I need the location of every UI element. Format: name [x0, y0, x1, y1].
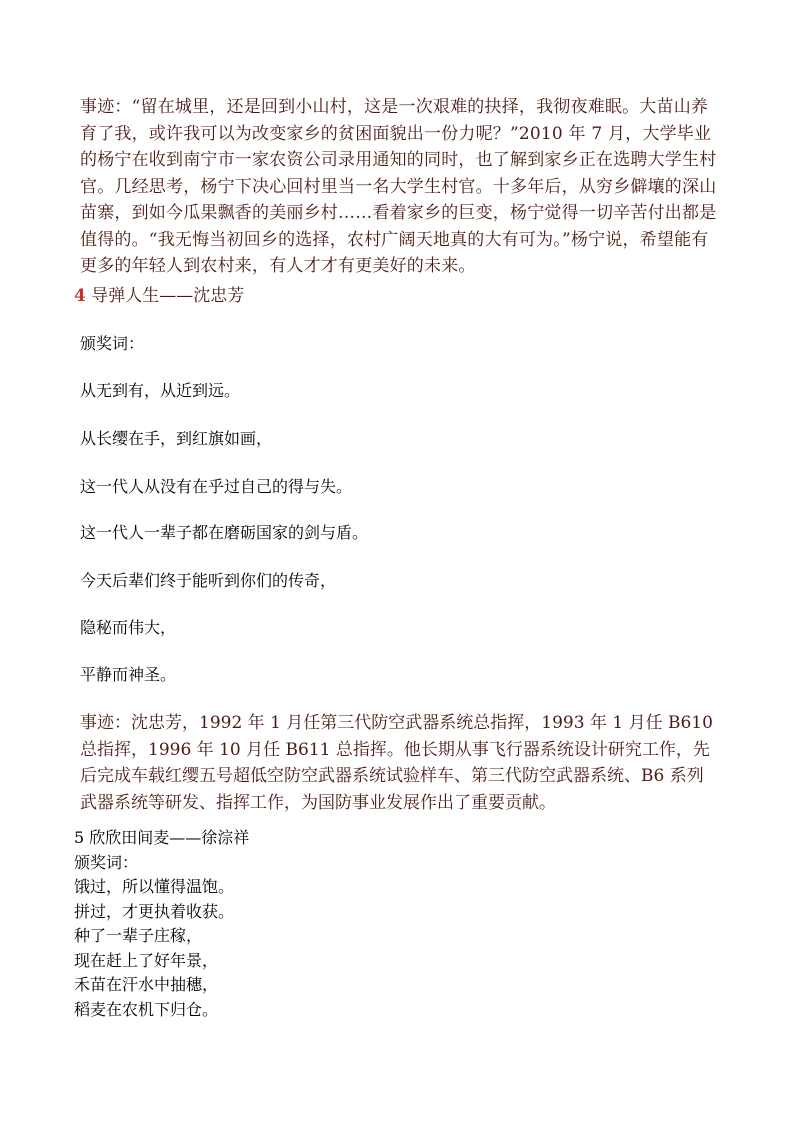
award-line-4: 这一代人一辈子都在磨砺国家的剑与盾。: [80, 523, 369, 542]
section-5: [74, 826, 249, 1022]
award-line-3: 这一代人从没有在乎过自己的得与失。: [80, 477, 353, 496]
award-line-2: 从长缨在手，到红旗如画，: [80, 429, 273, 448]
award-line-6: 隐秘而伟大，: [80, 618, 177, 637]
section-4-title: 导弹人生——沈忠芳: [91, 286, 245, 306]
section-5-award-label: 颁奖词：: [74, 852, 139, 872]
award-line-1: 从无到有，从近到远。: [80, 381, 241, 400]
award-line-7: 平静而神圣。: [80, 665, 177, 684]
section-4-award-label: 颁奖词：: [80, 334, 145, 353]
section-4-number: 4: [74, 286, 86, 306]
award-line-5: 今天后辈们终于能听到你们的传奇，: [80, 571, 337, 590]
s5-line-4: 现在赶上了好年景，: [74, 950, 219, 970]
s5-line-2: 拼过，才更执着收获。: [74, 901, 235, 921]
section-4-heading: [74, 285, 714, 307]
deeds-paragraph-yang-ning: 事迹：“留在城里，还是回到小山村，这是一次艰难的抉择，我彻夜难眠。大苗山养育了我，或许我可以为改变家乡的贫困面貌出一份力呢？”2010 年 7 月，大学毕业的杨宁在收到南宁市一家农资公司录用通知的同时，也了解到家乡正在选聘大学生村官。几经思考，杨宁下决心回村里当一名大学生村官。十多年后，从穷乡僻壤的深山苗寨，到如今瓜果飘香的美丽乡村……看着家乡的巨变，杨宁觉得一切辛苦付出都是值得的。“我无悔当初回乡的选择，农村广阔天地真的大有可为。”杨宁说，希望能有更多的年轻人到农村来，有人才才有更美好的未来。: [80, 97, 717, 276]
s5-line-3: 种了一辈子庄稼，: [74, 926, 203, 945]
s5-line-5: 禾苗在汗水中抽穗，: [74, 975, 219, 994]
s5-line-1: 饿过，所以懂得温饱。: [74, 877, 235, 896]
deeds-paragraph-shen-zhongfang: 事迹：沈忠芳，1992 年 1 月任第三代防空武器系统总指挥，1993 年 1 月任 B610 总指挥，1996 年 10 月任 B611 总指挥。他长期从事飞行器系统设计研究工作，先后完成车载红缨五号超低空防空武器系统试验样车、第三代防空武器系统、B6 系列武器系统等研发、指挥工作，为国防事业发展作出了重要贡献。: [80, 713, 713, 813]
section-5-title: 5 欣欣田间麦——徐淙祥: [74, 828, 250, 847]
s5-line-6: 稻麦在农机下归仓。: [74, 999, 219, 1019]
